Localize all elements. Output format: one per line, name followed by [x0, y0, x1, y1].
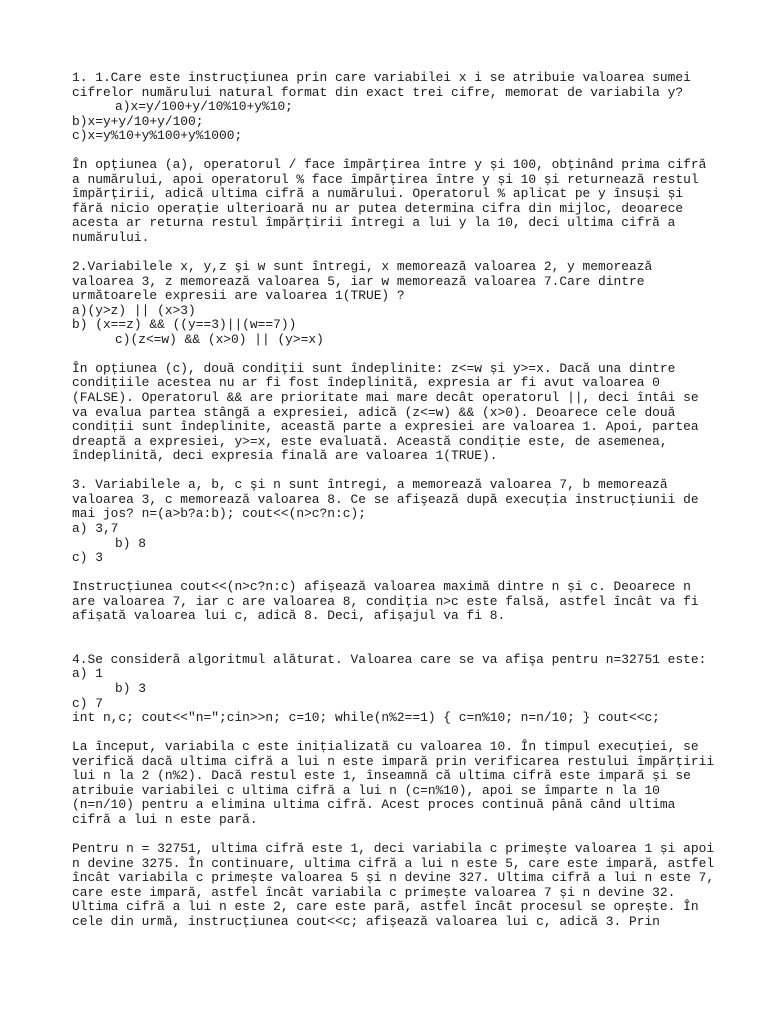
question-3 — [72, 478, 712, 565]
answer-1 — [72, 158, 712, 245]
answer-text-line: În opțiunea (c), două condiții sunt îndeplinite: z<=w și y>=x. Dacă una dintre — [72, 360, 676, 376]
answer-text-line: care este impară, astfel încât variabila c primește valoarea 7 și n devine 32. — [72, 884, 676, 900]
question-1 — [72, 71, 712, 144]
question-text-line: mai jos? n=(a>b?a:b); cout<<(n>c?n:c); — [72, 506, 366, 522]
question-text-line: următoarele expresii are valoarea 1(TRUE) ? — [72, 288, 405, 304]
question-text-line: 4.Se consideră algoritmul alăturat. Valoarea care se va afişa pentru n=32751 este: — [72, 651, 707, 667]
question-text-line: 1. 1.Care este instrucțiunea prin care variabilei x i se atribuie valoarea sumei — [72, 70, 691, 85]
answer-text-line: Instrucțiunea cout<<(n>c?n:c) afișează valoarea maximă dintre n și c. Deoarece n — [72, 579, 691, 595]
option-c: c) 7 — [72, 695, 103, 711]
document-page — [72, 70, 715, 929]
option-a: a)x=y/100+y/10%10+y%10; — [115, 99, 293, 115]
answer-text-line: n devine 3275. În continuare, ultima cifră a lui n este 5, care este impară, astfel — [72, 855, 715, 871]
answer-text-line: cifră a lui n este pară. — [72, 811, 258, 827]
answer-text-line: atribuie variabilei c ultima cifră a lui n (c=n%10), apoi se împarte n la 10 — [72, 782, 660, 798]
option-b: b) (x==z) && ((y==3)||(w==7)) — [72, 317, 297, 333]
question-text-line: 3. Variabilele a, b, c şi n sunt întregi, a memorează valoarea 7, b memorează — [72, 477, 668, 493]
answer-text-line: dreaptă a expresiei, y>=x, este evaluată. Această condiție este, de asemenea, — [72, 433, 668, 449]
answer-text-line: încât variabila c primește valoarea 5 și n devine 327. Ultima cifră a lui n este 7, — [72, 870, 715, 886]
question-text-line: cifrelor numărului natural format din exact trei cifre, memorat de variabila y? — [72, 84, 684, 100]
answer-text-line: lui n la 2 (n%2). Dacă restul este 1, înseamnă că ultima cifră este impară și se — [72, 768, 691, 784]
option-c: c) 3 — [72, 550, 103, 566]
answer-text-line: acesta ar returna restul împărțirii întregi a lui y la 10, deci ultima cifră a — [72, 215, 676, 231]
answer-4-continued — [72, 840, 715, 929]
option-c: c)x=y%10+y%100+y%1000; — [72, 128, 243, 144]
option-a: a)(y>z) || (x>3) — [72, 302, 196, 318]
option-b: b) 3 — [115, 680, 146, 696]
answer-text-line: are valoarea 7, iar c are valoarea 8, condiția n>c este falsă, astfel încât va fi — [72, 593, 699, 609]
answer-text-line: fără nicio operație ulterioară nu ar putea determina cifra din mijloc, deoarece — [72, 200, 684, 216]
answer-text-line: În opțiunea (a), operatorul / face împărțirea între y și 100, obținând prima cifră — [72, 157, 707, 173]
answer-text-line: împărțirii, adică ultima cifră a numărului. Operatorul % aplicat pe y însuși și — [72, 186, 684, 202]
question-4 — [72, 653, 712, 726]
answer-text-line: a numărului, apoi operatorul % face împărțirea între y și 10 și returnează restul — [72, 171, 699, 187]
answer-2 — [72, 362, 712, 464]
answer-text-line: (FALSE). Operatorul && are prioritate mai mare decât operatorul ||, deci întâi se — [72, 390, 699, 406]
answer-text-line: afișată valoarea lui c, adică 8. Deci, afișajul va fi 8. — [72, 608, 506, 624]
question-text-line: 2.Variabilele x, y,z şi w sunt întregi, x memorează valoarea 2, y memorează — [72, 259, 653, 275]
answer-text-line: va evalua partea stângă a expresiei, adică (z<=w) && (x>0). Deoarece cele două — [72, 404, 676, 420]
option-b: b)x=y+y/10+y/100; — [72, 113, 204, 129]
code-snippet: int n,c; cout<<"n=";cin>>n; c=10; while(n%2==1) { c=n%10; n=n/10; } cout<<c; — [72, 710, 660, 726]
option-b: b) 8 — [115, 535, 146, 551]
answer-text-line: Ultima cifră a lui n este 2, care este pară, astfel încât procesul se oprește. În — [72, 899, 699, 915]
answer-text-line: La început, variabila c este inițializată cu valoarea 10. În timpul execuției, se — [72, 739, 699, 755]
question-2 — [72, 260, 712, 347]
question-text-line: valoarea 3, c memorează valoarea 8. Ce se afişează după execuţia instrucţiunii de — [72, 491, 699, 507]
question-text-line: valoarea 3, z memorează valoarea 5, iar w memorează valoarea 7.Care dintre — [72, 273, 645, 289]
option-c: c)(z<=w) && (x>0) || (y>=x) — [115, 331, 324, 347]
answer-text-line: Pentru n = 32751, ultima cifră este 1, deci variabila c primește valoarea 1 și apoi — [72, 840, 715, 856]
answer-text-line: verifică dacă ultima cifră a lui n este impară prin verificarea restului împărțirii — [72, 753, 715, 769]
option-a: a) 1 — [72, 666, 103, 682]
answer-4 — [72, 739, 715, 827]
option-a: a) 3,7 — [72, 520, 119, 536]
answer-3 — [72, 580, 712, 624]
answer-text-line: condițiile acestea nu ar fi fost îndeplinită, expresia ar fi avut valoarea 0 — [72, 375, 660, 391]
answer-text-line: numărului. — [72, 230, 150, 246]
answer-text-line: cele din urmă, instrucțiunea cout<<c; afișează valoarea lui c, adică 3. Prin — [72, 913, 660, 929]
answer-text-line: (n=n/10) pentru a elimina ultima cifră. Acest proces continuă până când ultima — [72, 797, 676, 813]
answer-text-line: îndeplinită, deci expresia finală are valoarea 1(TRUE). — [72, 448, 498, 464]
answer-text-line: condiții sunt îndeplinite, această parte a expresiei are valoarea 1. Apoi, partea — [72, 419, 699, 435]
